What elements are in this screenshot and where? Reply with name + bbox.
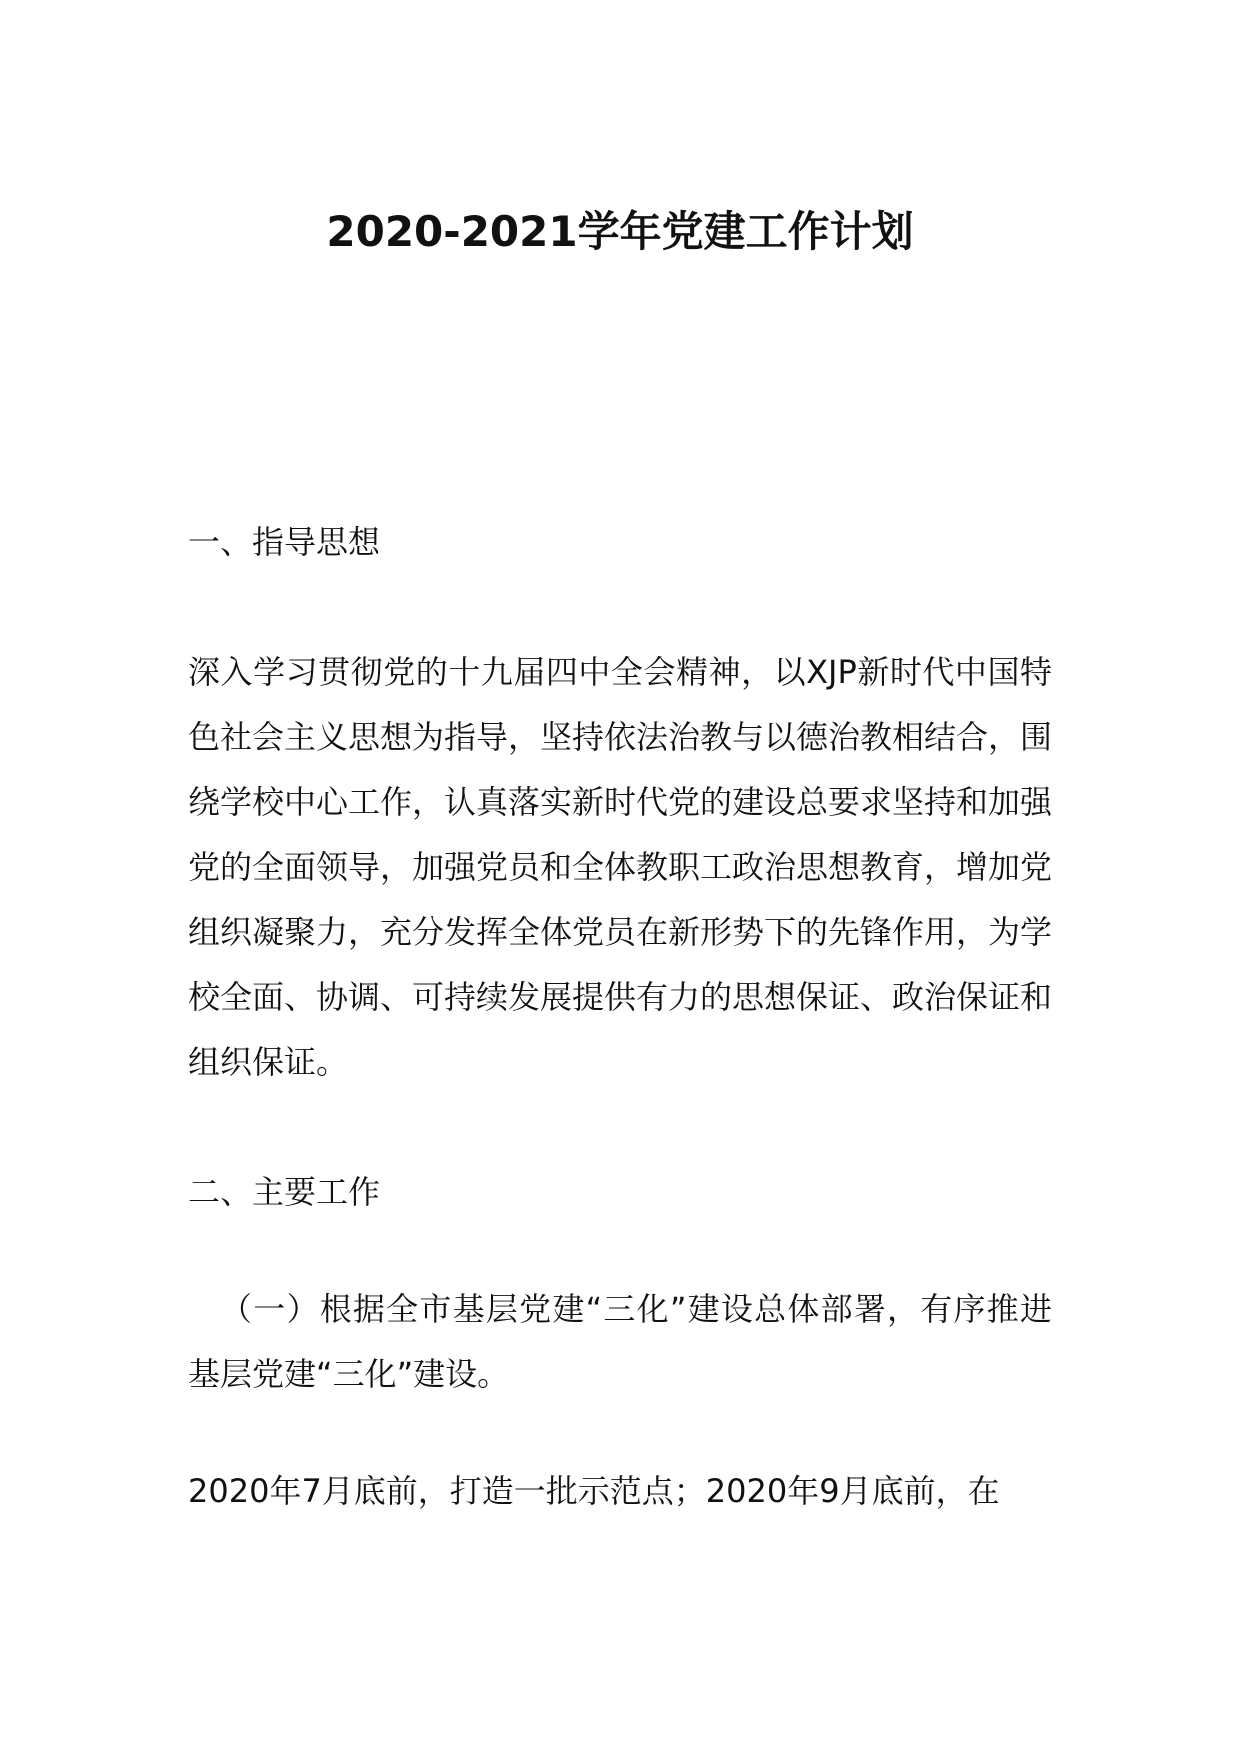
paragraph-timeline: 2020年7月底前，打造一批示范点；2020年9月底前，在 [188,1472,1000,1510]
spacer [188,575,1052,640]
document-body [188,510,1052,1524]
paragraph-guiding-ideology: 深入学习贯彻党的十九届四中全会精神，以XJP新时代中国特色社会主义思想为指导，坚持依法治教与以德治教相结合，围绕学校中心工作，认真落实新时代党的建设总要求坚持和加强党的全面领导，加强党员和全体教职工政治思想教育，增加党组织凝聚力，充分发挥全体党员在新形势下的先锋作用，为学校全面、协调、可持续发展提供有力的思想保证、政治保证和组织保证。 [188,653,1053,1081]
subsection-item-one: （一）根据全市基层党建“三化”建设总体部署，有序推进基层党建“三化”建设。 [188,1290,1052,1393]
section-heading-main-work: 二、主要工作 [188,1173,381,1211]
spacer [188,1095,1052,1160]
document-title: 2020-2021学年党建工作计划 [326,207,914,256]
section-heading-guiding-ideology: 一、指导思想 [188,523,381,561]
spacer [188,1225,1052,1277]
spacer [188,1407,1052,1459]
